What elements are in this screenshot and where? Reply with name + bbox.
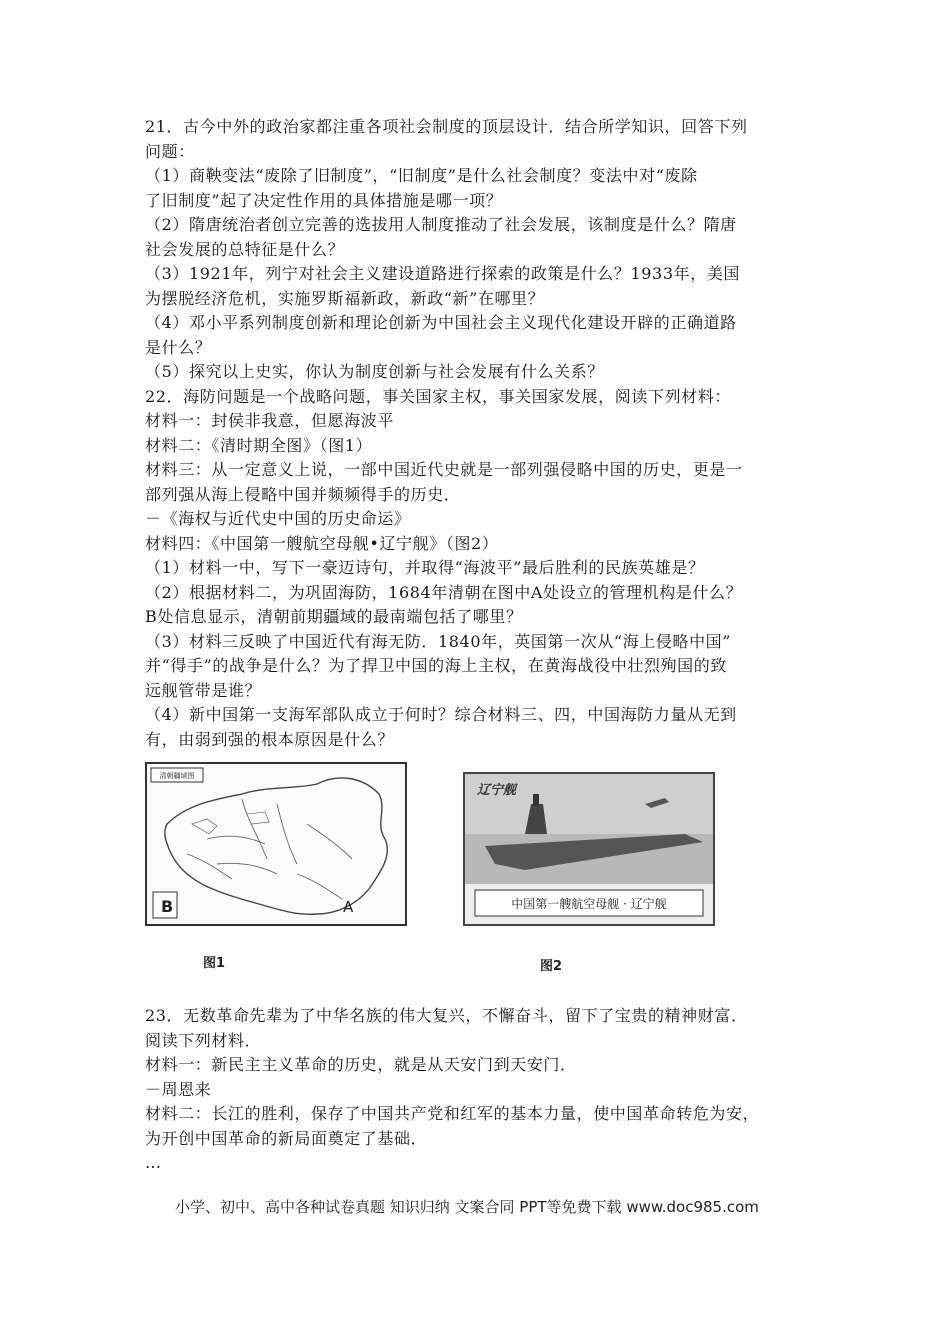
text-line: －周恩来 [145, 1079, 212, 1099]
text-line: 材料三：从一定意义上说，一部中国近代史就是一部列强侵略中国的历史，更是一 [145, 460, 743, 479]
text-line: （5）探究以上史实，你认为制度创新与社会发展有什么关系？ [145, 362, 604, 381]
text-line: （2）隋唐统治者创立完善的选拔用人制度推动了社会发展，该制度是什么？隋唐 [145, 215, 737, 234]
text-line: 为开创中国革命的新局面奠定了基础． [145, 1128, 428, 1148]
text-line: （4）邓小平系列制度创新和理论创新为中国社会主义现代化建设开辟的正确道路 [145, 313, 737, 332]
text-line: 有，由弱到强的根本原因是什么？ [145, 729, 395, 749]
text-line: 部列强从海上侵略中国并频频得手的历史． [145, 484, 461, 504]
figure-1-qing-map [145, 762, 407, 926]
text-line: （3）1921年，列宁对社会主义建设道路进行探索的政策是什么？1933年，美国 [145, 264, 741, 283]
text-line: 材料二：长江的胜利，保存了中国共产党和红军的基本力量，使中国革命转危为安， [145, 1104, 760, 1123]
map-title: 清朝疆域图 [159, 772, 195, 780]
text-line: －《海权与近代史中国的历史命运》 [145, 509, 411, 528]
text-line: 阅读下列材料． [145, 1030, 262, 1050]
document-body [145, 115, 825, 1176]
figure-2-caption: 图2 [540, 959, 563, 974]
text-line: （1）材料一中，写下一豪迈诗句，并取得“海波平”最后胜利的民族英雄是？ [145, 558, 705, 577]
text-line: 22．海防问题是一个战略问题，事关国家主权，事关国家发展，阅读下列材料： [145, 386, 731, 406]
ship-caption: 中国第一艘航空母舰 · 辽宁舰 [511, 897, 667, 911]
text-line: 是什么？ [145, 337, 212, 357]
figures-row [145, 756, 825, 996]
text-line: B处信息显示，清朝前期疆域的最南端包括了哪里？ [145, 607, 523, 626]
question-22 [145, 385, 825, 753]
text-line: （1）商鞅变法“废除了旧制度”，“旧制度”是什么社会制度？变法中对“废除 [145, 166, 698, 185]
text-line: 社会发展的总特征是什么？ [145, 239, 345, 259]
map-icon [147, 764, 405, 924]
question-23 [145, 1004, 825, 1176]
text-line: 为摆脱经济危机，实施罗斯福新政，新政“新”在哪里？ [145, 288, 545, 308]
banner-text: 辽宁舰 [477, 783, 517, 798]
text-line: （4）新中国第一支海军部队成立于何时？综合材料三、四，中国海防力量从无到 [145, 705, 737, 724]
text-line: 了旧制度”起了决定性作用的具体措施是哪一项？ [145, 190, 503, 210]
text-line: （2）根据材料二，为巩固海防，1684年清朝在图中A处设立的管理机构是什么？ [145, 582, 743, 602]
text-line: 23．无数革命先辈为了中华名族的伟大复兴，不懈奋斗，留下了宝贵的精神财富． [145, 1006, 748, 1025]
question-21 [145, 115, 825, 385]
text-line: … [145, 1153, 162, 1172]
text-line: 问题： [145, 141, 195, 161]
text-line: 21．古今中外的政治家都注重各项社会制度的顶层设计．结合所学知识，回答下列 [145, 117, 748, 136]
text-line: 并“得手”的战争是什么？为了捍卫中国的海上主权，在黄海战役中壮烈殉国的致 [145, 656, 727, 675]
text-line: （3）材料三反映了中国近代有海无防．1840年，英国第一次从“海上侵略中国” [145, 631, 732, 651]
map-label-a: A [343, 898, 354, 916]
text-line: 材料一：新民主主义革命的历史，就是从天安门到天安门． [145, 1055, 577, 1074]
figure-2-liaoning-carrier [463, 772, 715, 926]
text-line: 材料一：封侯非我意，但愿海波平 [145, 411, 395, 430]
map-label-b: B [161, 897, 174, 916]
text-line: 远舰管带是谁？ [145, 680, 262, 700]
text-line: 材料二：《清时期全图》（图1） [145, 435, 373, 455]
text-line: 材料四：《中国第一艘航空母舰•辽宁舰》（图2） [145, 533, 499, 553]
page-footer: 小学、初中、高中各种试卷真题 知识归纳 文案合同 PPT等免费下载 www.doc985.com [175, 1198, 759, 1216]
figure-1-caption: 图1 [203, 956, 226, 971]
aircraft-carrier-icon [465, 774, 713, 924]
